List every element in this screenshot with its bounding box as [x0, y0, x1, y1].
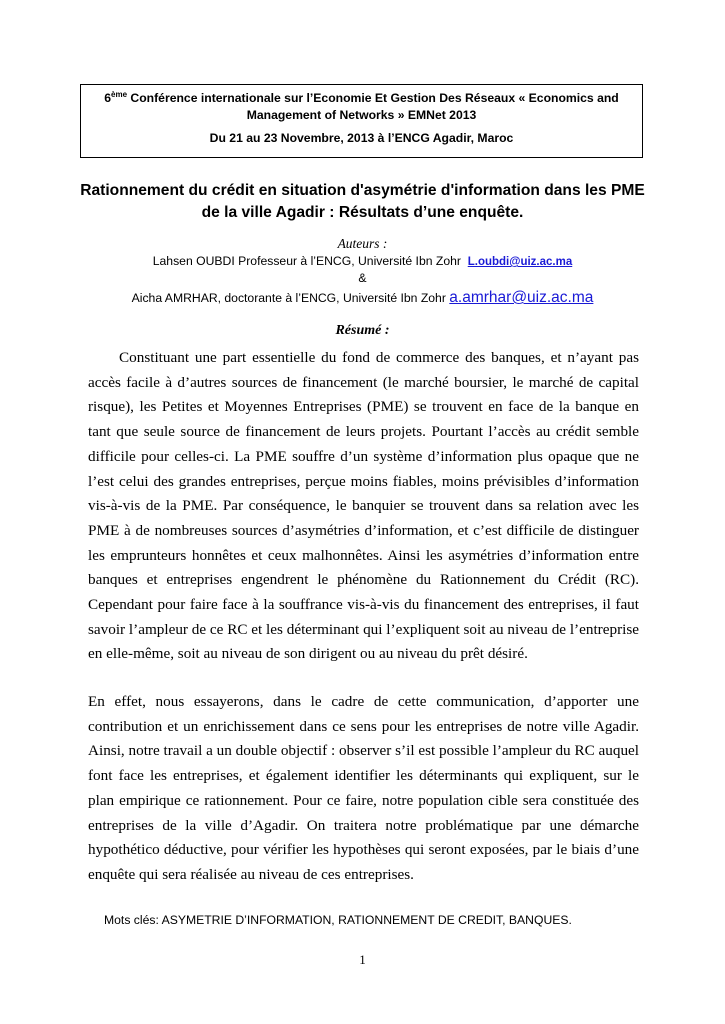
author-2-affiliation: Aicha AMRHAR, doctorante à l’ENCG, Université Ibn Zohr	[131, 291, 446, 305]
author-2-email-link[interactable]: a.amrhar@uiz.ac.ma	[449, 289, 594, 306]
abstract-heading: Résumé :	[335, 323, 390, 338]
paper-title	[60, 180, 665, 224]
conference-line-2: Management of Networks » EMNet 2013	[246, 108, 477, 122]
author-1-email-link[interactable]: L.oubdi@uiz.ac.ma	[467, 256, 573, 268]
conference-line-1	[81, 90, 642, 107]
author-1-affiliation: Lahsen OUBDI Professeur à l’ENCG, Université Ibn Zohr	[152, 254, 461, 268]
abstract-paragraph-1: Constituant une part essentielle du fond de commerce des banques, et n’ayant pas accès facile à d’autres sources de financement (le marché boursier, le marché de capital risque), les Petites et Moyennes Entreprises (PME) se trouvent en face de la banque en tant que seule source de financement de leurs projets. Pourtant l’accès au crédit semble difficile pour celles-ci. La PME souffre d’un système d’information plus opaque que ne l’est celui des grandes entreprises, perçue moins fiables, moins prévisibles d’information vis-à-vis de la PME. Par conséquence, le banquier se trouvent dans sa relation avec les PME à de nombreuses sources d’asymétries d’information, et c’est difficile de distinguer les emprunteurs honnêtes et ceux malhonnêtes. Ainsi les asymétries d’information entre banques et entreprises engendrent le phénomène du Rationnement du Crédit (RC). Cependant pour faire face à la souffrance vis-à-vis du financement des entreprises, il faut savoir l’ampleur de ce RC et les déterminant qui l’expliquent soit au niveau de l’entreprise en elle-même, soit au niveau de son dirigent ou au niveau du prêt désiré.	[88, 349, 639, 663]
keywords: Mots clés: ASYMETRIE D’INFORMATION, RATIONNEMENT DE CREDIT, BANQUES.	[104, 913, 572, 927]
conference-header-box	[80, 84, 643, 158]
author-separator: &	[358, 271, 367, 285]
conference-number: 6	[104, 91, 112, 105]
paper-title-line-2: de la ville Agadir : Résultats d’une enquête.	[201, 204, 524, 221]
authors-heading: Auteurs :	[337, 236, 388, 251]
paper-title-line-1: Rationnement du crédit en situation d'asymétrie d'information dans les PME	[80, 182, 645, 199]
conference-superscript: ème	[111, 90, 128, 99]
author-2	[0, 289, 725, 307]
abstract-paragraph-2: En effet, nous essayerons, dans le cadre de cette communication, d’apporter une contribution et un enrichissement dans ce sens pour les entreprises de notre ville Agadir. Ainsi, notre travail a un double objectif : observer s’il est possible l’ampleur du RC auquel font face les entreprises, et également identifier les déterminants qui expliquent, sur le plan empirique ce rationnement. Pour ce faire, notre population cible sera constituée des entreprises de la ville d’Agadir. On traitera notre problématique par une démarche hypothético déductive, pour vérifier les hypothèses qui seront exposées, par le biais d’une enquête qui sera réalisée au niveau de ces entreprises.	[88, 693, 639, 883]
author-1	[0, 254, 725, 268]
page-number: 1	[359, 952, 366, 967]
conference-name: Conférence internationale sur l’Economie Et Gestion Des Réseaux « Economics and	[127, 91, 619, 105]
conference-dates: Du 21 au 23 Novembre, 2013 à l’ENCG Agadir, Maroc	[209, 131, 514, 145]
